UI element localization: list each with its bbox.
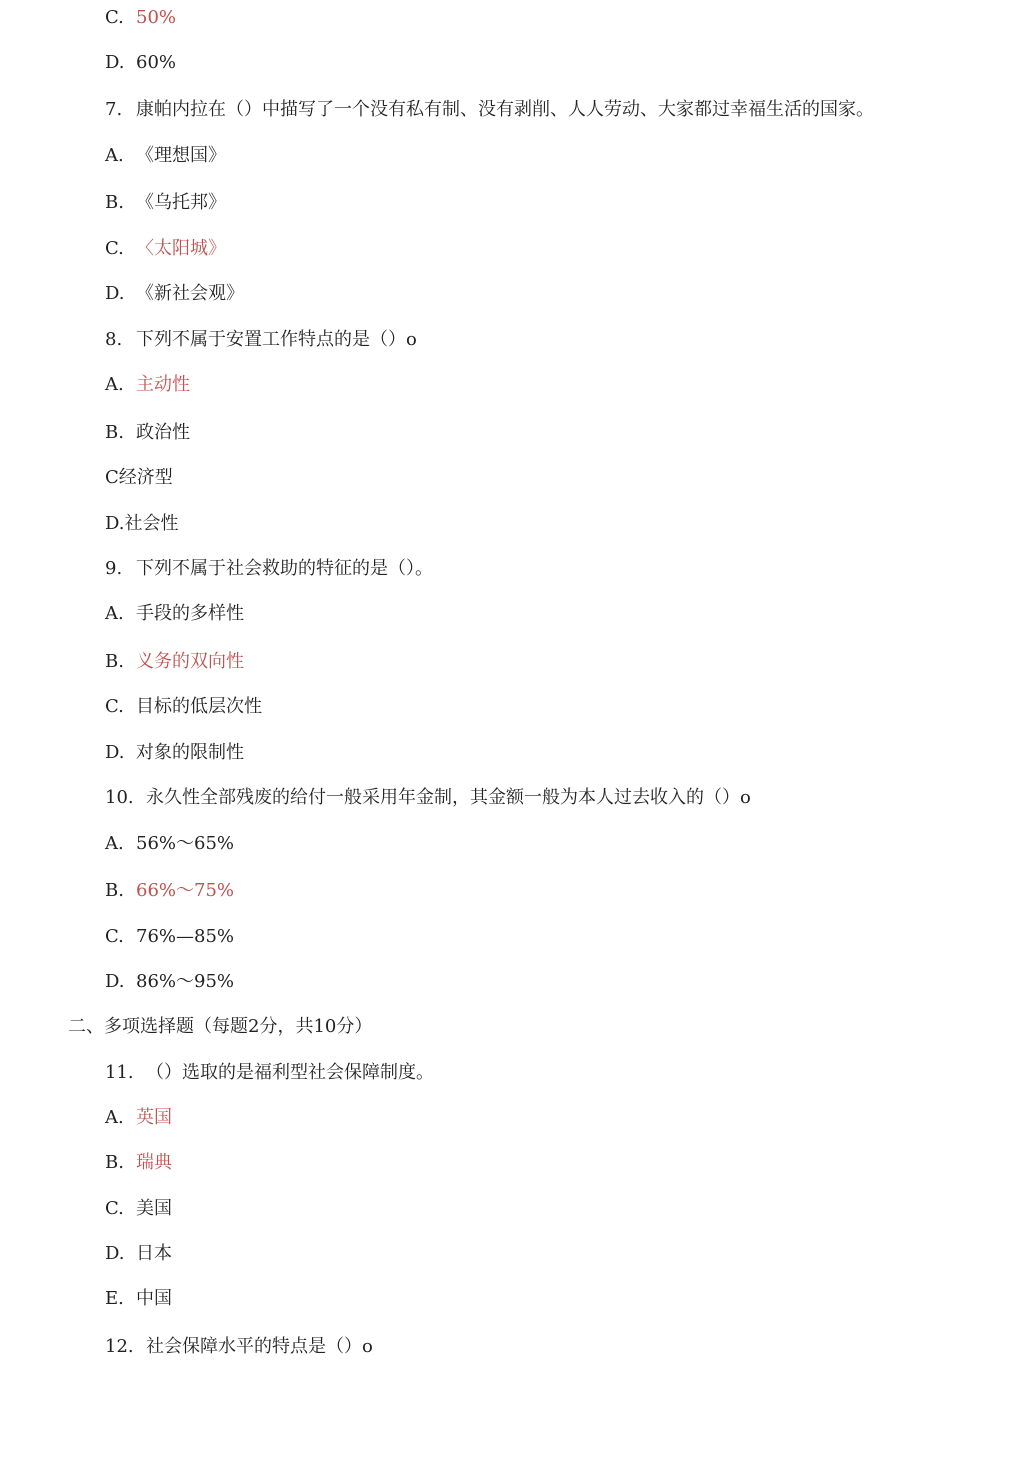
option-label: E. xyxy=(105,1288,124,1309)
question-12 xyxy=(105,1336,373,1358)
question-text: 下列不属于社会救助的特征的是（）。 xyxy=(136,558,433,579)
question-10-option-c xyxy=(105,926,234,948)
question-11-option-e xyxy=(105,1288,172,1310)
question-9 xyxy=(105,558,433,580)
question-9-option-d xyxy=(105,742,244,764)
option-text: 56%〜65% xyxy=(136,833,235,854)
option-label: A. xyxy=(105,1107,124,1128)
option-text: 《乌托邦》 xyxy=(136,192,226,213)
option-label: B. xyxy=(105,1152,124,1173)
option-text: 美国 xyxy=(136,1198,172,1219)
option-text: 50% xyxy=(136,7,177,28)
question-number: 12. xyxy=(105,1336,134,1357)
question-7-option-d xyxy=(105,283,244,305)
option-label: A. xyxy=(105,145,124,166)
option-label: B. xyxy=(105,422,124,443)
option-label: C. xyxy=(105,926,124,947)
question-number: 7. xyxy=(105,99,123,120)
option-text: D.社会性 xyxy=(105,513,179,534)
option-label: C. xyxy=(105,1198,124,1219)
option-label: D. xyxy=(105,1243,125,1264)
option-label: D. xyxy=(105,742,125,763)
option-text: 中国 xyxy=(136,1288,172,1309)
section-heading-text: 二、多项选择题（每题2分，共10分） xyxy=(68,1016,373,1037)
question-11-option-b xyxy=(105,1152,172,1174)
option-text: C经济型 xyxy=(105,467,173,488)
question-11-option-c xyxy=(105,1198,172,1220)
section-heading xyxy=(68,1016,372,1038)
option-text: 《新社会观》 xyxy=(136,283,244,304)
question-11 xyxy=(105,1062,434,1084)
option-text: 对象的限制性 xyxy=(136,742,244,763)
question-11-option-d xyxy=(105,1243,172,1265)
option-text: 76%—85% xyxy=(136,926,235,947)
option-text: 手段的多样性 xyxy=(136,603,244,624)
option-text: 86%〜95% xyxy=(136,971,235,992)
option-text: 政治性 xyxy=(136,422,190,443)
question-6-option-d xyxy=(105,52,176,74)
question-text: 永久性全部残废的给付一般采用年金制，其金额一般为本人过去收入的（）o xyxy=(146,787,751,808)
question-text: 下列不属于安置工作特点的是（）o xyxy=(136,329,417,350)
option-text: 66%〜75% xyxy=(136,880,235,901)
option-text: 60% xyxy=(136,52,177,73)
question-8 xyxy=(105,329,417,351)
question-number: 10. xyxy=(105,787,134,808)
question-7-option-a xyxy=(105,145,226,167)
option-text: 义务的双向性 xyxy=(136,651,244,672)
question-10-option-d xyxy=(105,971,234,993)
question-7-option-b xyxy=(105,192,226,214)
question-text: 社会保障水平的特点是（）o xyxy=(146,1336,373,1357)
question-8-option-d xyxy=(105,513,179,535)
question-10-option-b xyxy=(105,880,234,902)
option-text: 目标的低层次性 xyxy=(136,696,262,717)
option-text: 瑞典 xyxy=(136,1152,172,1173)
option-label: B. xyxy=(105,880,124,901)
option-label: B. xyxy=(105,651,124,672)
question-8-option-c xyxy=(105,467,173,489)
question-11-option-a xyxy=(105,1107,172,1129)
question-9-option-c xyxy=(105,696,262,718)
question-10 xyxy=(105,787,751,809)
option-label: A. xyxy=(105,833,124,854)
question-10-option-a xyxy=(105,833,234,855)
option-text: 英国 xyxy=(136,1107,172,1128)
question-number: 8. xyxy=(105,329,123,350)
question-8-option-b xyxy=(105,422,190,444)
option-text: 主动性 xyxy=(136,374,190,395)
question-7-option-c xyxy=(105,238,226,260)
question-6-option-c xyxy=(105,7,176,29)
option-label: D. xyxy=(105,283,125,304)
question-text: （）选取的是福利型社会保障制度。 xyxy=(146,1062,434,1083)
question-number: 11. xyxy=(105,1062,134,1083)
question-8-option-a xyxy=(105,374,190,396)
option-label: B. xyxy=(105,192,124,213)
option-text: 〈太阳城》 xyxy=(136,238,226,259)
question-7 xyxy=(105,99,874,121)
question-9-option-b xyxy=(105,651,244,673)
option-label: C. xyxy=(105,7,124,28)
question-9-option-a xyxy=(105,603,244,625)
question-text: 康帕内拉在（）中描写了一个没有私有制、没有剥削、人人劳动、大家都过幸福生活的国家。 xyxy=(136,99,874,120)
option-text: 《理想国》 xyxy=(136,145,226,166)
option-label: D. xyxy=(105,52,125,73)
option-label: C. xyxy=(105,238,124,259)
option-label: A. xyxy=(105,374,124,395)
question-number: 9. xyxy=(105,558,123,579)
option-label: A. xyxy=(105,603,124,624)
option-text: 日本 xyxy=(136,1243,172,1264)
option-label: C. xyxy=(105,696,124,717)
option-label: D. xyxy=(105,971,125,992)
